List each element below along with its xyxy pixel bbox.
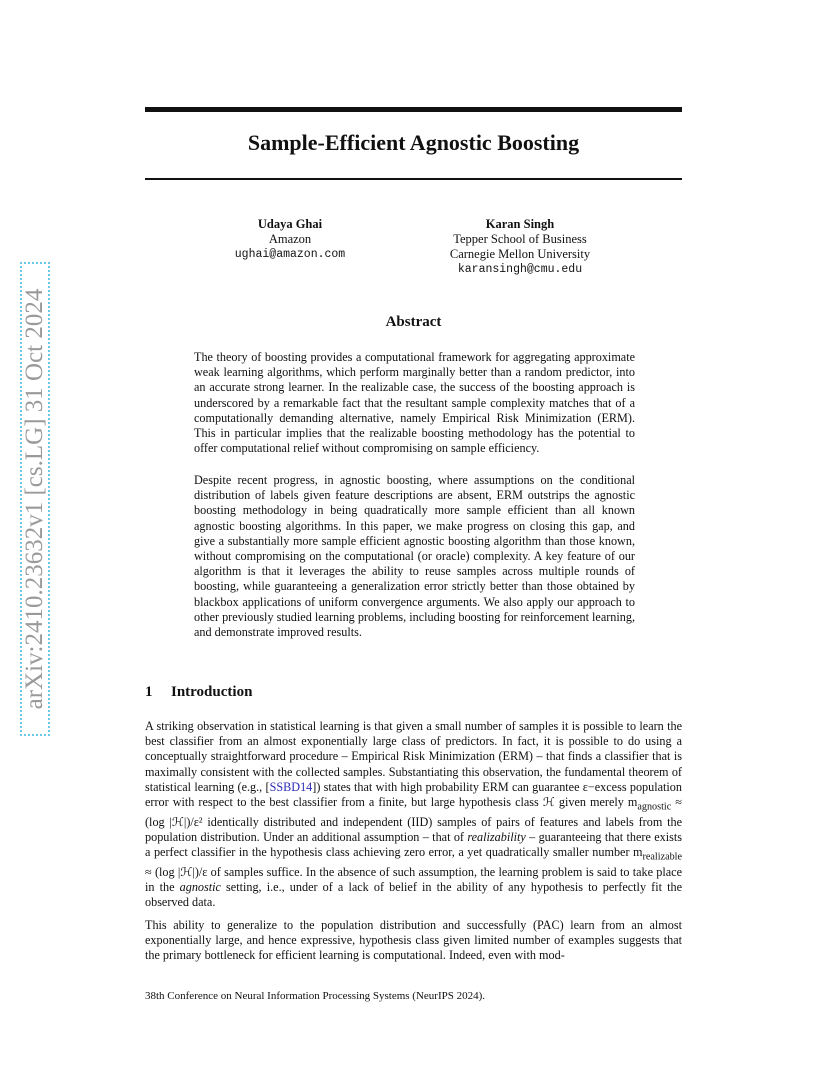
author-block-1 (215, 217, 365, 262)
author-affiliation: Tepper School of Business (453, 232, 587, 246)
paper-title: Sample-Efficient Agnostic Boosting (247, 130, 580, 155)
intro-paragraph-2: This ability to generalize to the population distribution and successfully (PAC) learn from an almost exponentially large, and hence expressive, hypothesis class given limited number of examples suggests that the primary bottleneck for efficient learning is computational. Indeed, even with mod- (145, 918, 682, 963)
section-heading (145, 684, 252, 701)
text-span: ≈ (log |ℋ|)/ε of samples suffice. In the absence of such assumption, the learning problem is said to take place in the (145, 864, 682, 894)
emphasis: realizability (467, 829, 526, 844)
math-subscript: realizable (642, 851, 682, 863)
author-block-2 (430, 217, 610, 277)
author-name: Udaya Ghai (257, 217, 323, 231)
arxiv-stamp: arXiv:2410.23632v1 [cs.LG] 31 Oct 2024 (21, 288, 48, 710)
abstract-paragraph-2: Despite recent progress, in agnostic boosting, where assumptions on the conditional distribution of labels given feature descriptions are absent, ERM outstrips the agnostic boosting methodology in being quadratically more sample efficient than all known agnostic boosting algorithms. In this paper, we make progress on closing this gap, and give a substantially more sample efficient agnostic boosting algorithm than those known, without compromising on the computational (or oracle) complexity. A key feature of our algorithm is that it leverages the ability to reuse samples across multiple rounds of boosting, while guaranteeing a generalization error strictly better than those obtained by blackbox applications of uniform convergence arguments. We also apply our approach to other previously studied learning problems, including boosting for reinforcement learning, and demonstrate improved results. (194, 473, 636, 640)
text-span: – guaranteeing that there exists a perfect classifier in the hypothesis class achieving zero error, a yet quadratically smaller number m (145, 829, 682, 860)
text-span: ≈ (log |ℋ|)/ε² identically distributed and independent (IID) samples of pairs of features and labels from the population distribution. Under an additional assumption – that of (145, 795, 682, 844)
author-affiliation: Amazon (268, 232, 312, 246)
conference-footer: 38th Conference on Neural Information Processing Systems (NeurIPS 2024). (145, 990, 486, 1002)
author-email: karansingh@cmu.edu (457, 263, 583, 276)
title-rule-top (145, 107, 682, 112)
emphasis: agnostic (179, 879, 221, 894)
author-affiliation-2: Carnegie Mellon University (449, 247, 591, 261)
text-span: ]) states that with high probability ERM can guarantee ε−excess population error with respect to the best classifier from a finite, but large hypothesis class ℋ given merely m (145, 779, 682, 810)
abstract-paragraph-1: The theory of boosting provides a computational framework for aggregating approximate weak learning algorithms, which perform marginally better than a random predictor, into an accurate strong learner. In the realizable case, the success of the boosting approach is underscored by a remarkable fact that the resultant sample complexity matches that of a computationally demanding alternative, namely Empirical Risk Minimization (ERM). This in particular implies that the realizable boosting methodology has the potential to offer computational relief without compromising on sample efficiency. (194, 350, 635, 456)
citation-link[interactable]: SSBD14 (269, 779, 313, 794)
author-name: Karan Singh (485, 217, 555, 231)
math-subscript: agnostic (637, 801, 672, 813)
intro-paragraph-1 (145, 719, 682, 910)
abstract-heading: Abstract (385, 314, 442, 330)
text-span: A striking observation in statistical learning is that given a small number of samples it is possible to learn the best classifier from an almost exponentially large class of predictors. In fact, it is possible to do using a conceptually straightforward procedure – Empirical Risk Minimization (ERM) – that finds a classifier that is maximally consistent with the collected samples. Substantiating this observation, the fundamental theorem of statistical learning (e.g., [ (145, 719, 682, 794)
section-title: Introduction (171, 684, 253, 700)
author-email: ughai@amazon.com (234, 248, 346, 261)
section-number: 1 (145, 684, 153, 700)
text-span: setting, i.e., under of a lack of belief in the ability of any hypothesis to perfectly fit the observed data. (145, 879, 683, 910)
title-rule-bottom (145, 178, 682, 180)
